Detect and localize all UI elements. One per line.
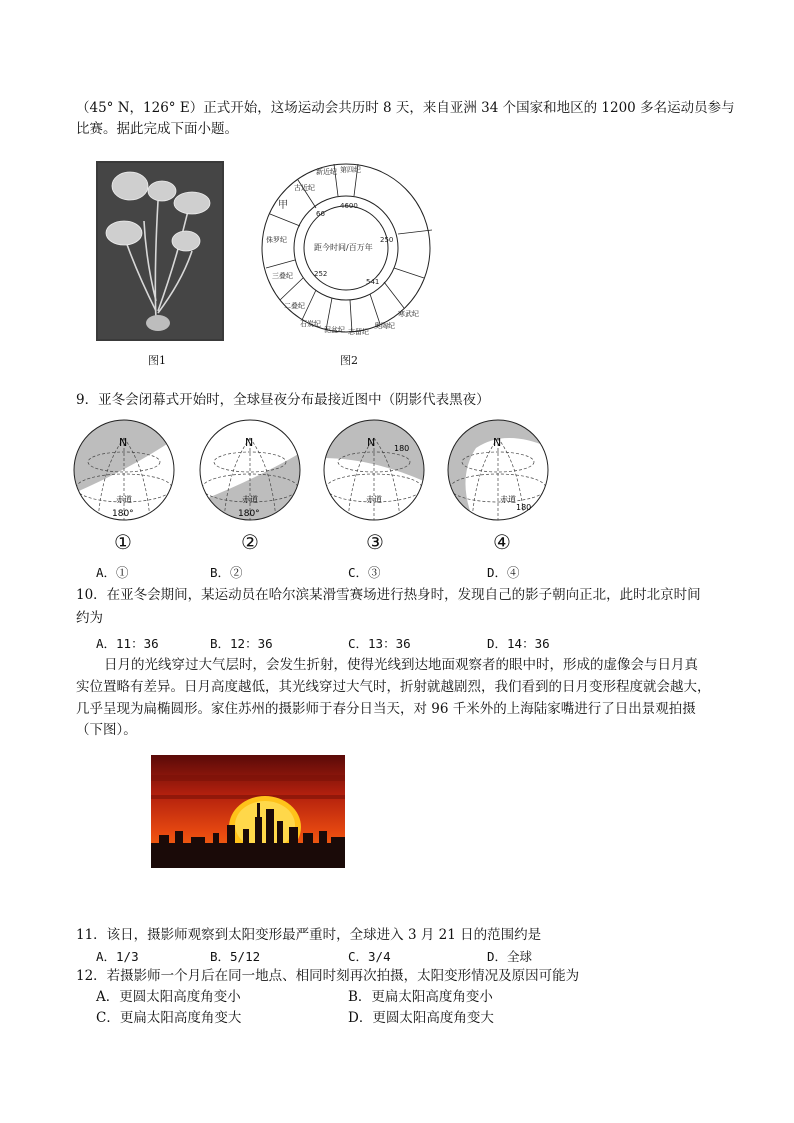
q9-option-b[interactable]: B．② bbox=[210, 565, 243, 580]
fossil-photo bbox=[96, 161, 224, 341]
q12-stem: 12．若摄影师一个月后在同一地点、相同时刻再次拍摄，太阳变形情况及原因可能为 bbox=[76, 968, 580, 984]
north-pole-label: N bbox=[245, 436, 254, 449]
passage-line-3: 几乎呈现为扁椭圆形。家住苏州的摄影师于春分日当天，对 96 千米外的上海陆家嘴进行了日出景观拍摄 bbox=[76, 701, 696, 717]
north-pole-label: N bbox=[493, 436, 502, 449]
fig2-caption: 图2 bbox=[340, 354, 358, 367]
q12-option-b[interactable]: B．更扁太阳高度角变小 bbox=[348, 989, 493, 1005]
passage-line-4: （下图）。 bbox=[76, 722, 137, 738]
circled-number-3: ③ bbox=[366, 530, 384, 554]
q10-stem-line-1: 10．在亚冬会期间，某运动员在哈尔滨某滑雪赛场进行热身时，发现自己的影子朝向正北，此时北京时间 bbox=[76, 587, 701, 603]
q10-option-c[interactable]: C．13：36 bbox=[348, 636, 411, 651]
equator-label: 赤道 bbox=[242, 495, 258, 504]
q12-option-a[interactable]: A．更圆太阳高度角变小 bbox=[96, 989, 241, 1005]
q11-stem: 11．该日，摄影师观察到太阳变形最严重时，全球进入 3 月 21 日的范围约是 bbox=[76, 927, 542, 943]
globe-2 bbox=[198, 418, 302, 522]
ring-label: 第四纪 bbox=[340, 166, 361, 174]
circled-number-4: ④ bbox=[493, 530, 511, 554]
intro-line-2: 比赛。据此完成下面小题。 bbox=[76, 121, 238, 137]
ring-label: 三叠纪 bbox=[272, 272, 293, 280]
globe-1 bbox=[72, 418, 176, 522]
passage-line-1: 日月的光线穿过大气层时，会发生折射，使得光线到达地面观察者的眼中时，形成的虚像会与日月真 bbox=[104, 657, 698, 673]
q11-option-d[interactable]: D．全球 bbox=[487, 949, 533, 964]
ring-label: 寒武纪 bbox=[398, 310, 419, 318]
q11-option-b[interactable]: B．5/12 bbox=[210, 949, 261, 964]
ring-label: 二叠纪 bbox=[284, 302, 305, 310]
ring-label: 泥盆纪 bbox=[324, 326, 345, 334]
ring-label: 甲 bbox=[278, 200, 288, 211]
ring-center-label: 距今时间/百万年 bbox=[314, 243, 373, 252]
ring-label: 古近纪 bbox=[294, 184, 315, 192]
equator-label: 赤道 bbox=[116, 495, 132, 504]
equator-label: 赤道 bbox=[500, 495, 516, 504]
q12-option-c[interactable]: C．更扁太阳高度角变大 bbox=[96, 1010, 242, 1026]
q10-option-d[interactable]: D．14：36 bbox=[487, 636, 550, 651]
ring-label: 石炭纪 bbox=[300, 320, 321, 328]
ring-label: 侏罗纪 bbox=[266, 236, 287, 244]
fig1-caption: 图1 bbox=[148, 354, 166, 367]
q9-option-c[interactable]: C．③ bbox=[348, 565, 381, 580]
q11-option-a[interactable]: A．1/3 bbox=[96, 949, 139, 964]
lon-180-label: 180° bbox=[238, 509, 260, 519]
equator-label: 赤道 bbox=[366, 495, 382, 504]
globe-4 bbox=[446, 418, 550, 522]
q9-option-a[interactable]: A．① bbox=[96, 565, 129, 580]
circled-number-2: ② bbox=[241, 530, 259, 554]
lon-180-label: 180° bbox=[112, 509, 134, 519]
geologic-time-ring bbox=[258, 150, 438, 345]
q9-option-d[interactable]: D．④ bbox=[487, 565, 520, 580]
ring-number: 250 bbox=[380, 236, 394, 244]
q10-option-a[interactable]: A．11：36 bbox=[96, 636, 159, 651]
ring-number: 252 bbox=[314, 270, 328, 278]
lon-180-label: 180 bbox=[394, 444, 410, 453]
q10-stem-line-2: 约为 bbox=[76, 610, 103, 626]
q11-option-c[interactable]: C．3/4 bbox=[348, 949, 391, 964]
ring-label: 志留纪 bbox=[348, 328, 369, 336]
intro-line-1: （45° N，126° E）正式开始，这场运动会共历时 8 天，来自亚洲 34 个国家和地区的 1200 多名运动员参与 bbox=[76, 100, 735, 116]
q9-stem: 9．亚冬会闭幕式开始时，全球昼夜分布最接近图中（阴影代表黑夜） bbox=[76, 392, 490, 408]
q12-option-d[interactable]: D．更圆太阳高度角变大 bbox=[348, 1010, 494, 1026]
ring-number: 66 bbox=[316, 210, 325, 218]
lon-180-label: 180 bbox=[516, 503, 532, 512]
north-pole-label: N bbox=[367, 436, 376, 449]
ring-number: 541 bbox=[366, 278, 380, 286]
north-pole-label: N bbox=[119, 436, 128, 449]
passage-line-2: 实位置略有差异。日月高度越低，其光线穿过大气时，折射就越剧烈，我们看到的日月变形程度就会越大， bbox=[76, 679, 711, 695]
circled-number-1: ① bbox=[114, 530, 132, 554]
ring-label: 奥陶纪 bbox=[374, 322, 395, 330]
globe-3 bbox=[322, 418, 426, 522]
q10-option-b[interactable]: B．12：36 bbox=[210, 636, 273, 651]
sunrise-photo bbox=[151, 755, 345, 868]
ring-number: 4600 bbox=[340, 202, 358, 210]
ring-label: 新近纪 bbox=[316, 168, 337, 176]
